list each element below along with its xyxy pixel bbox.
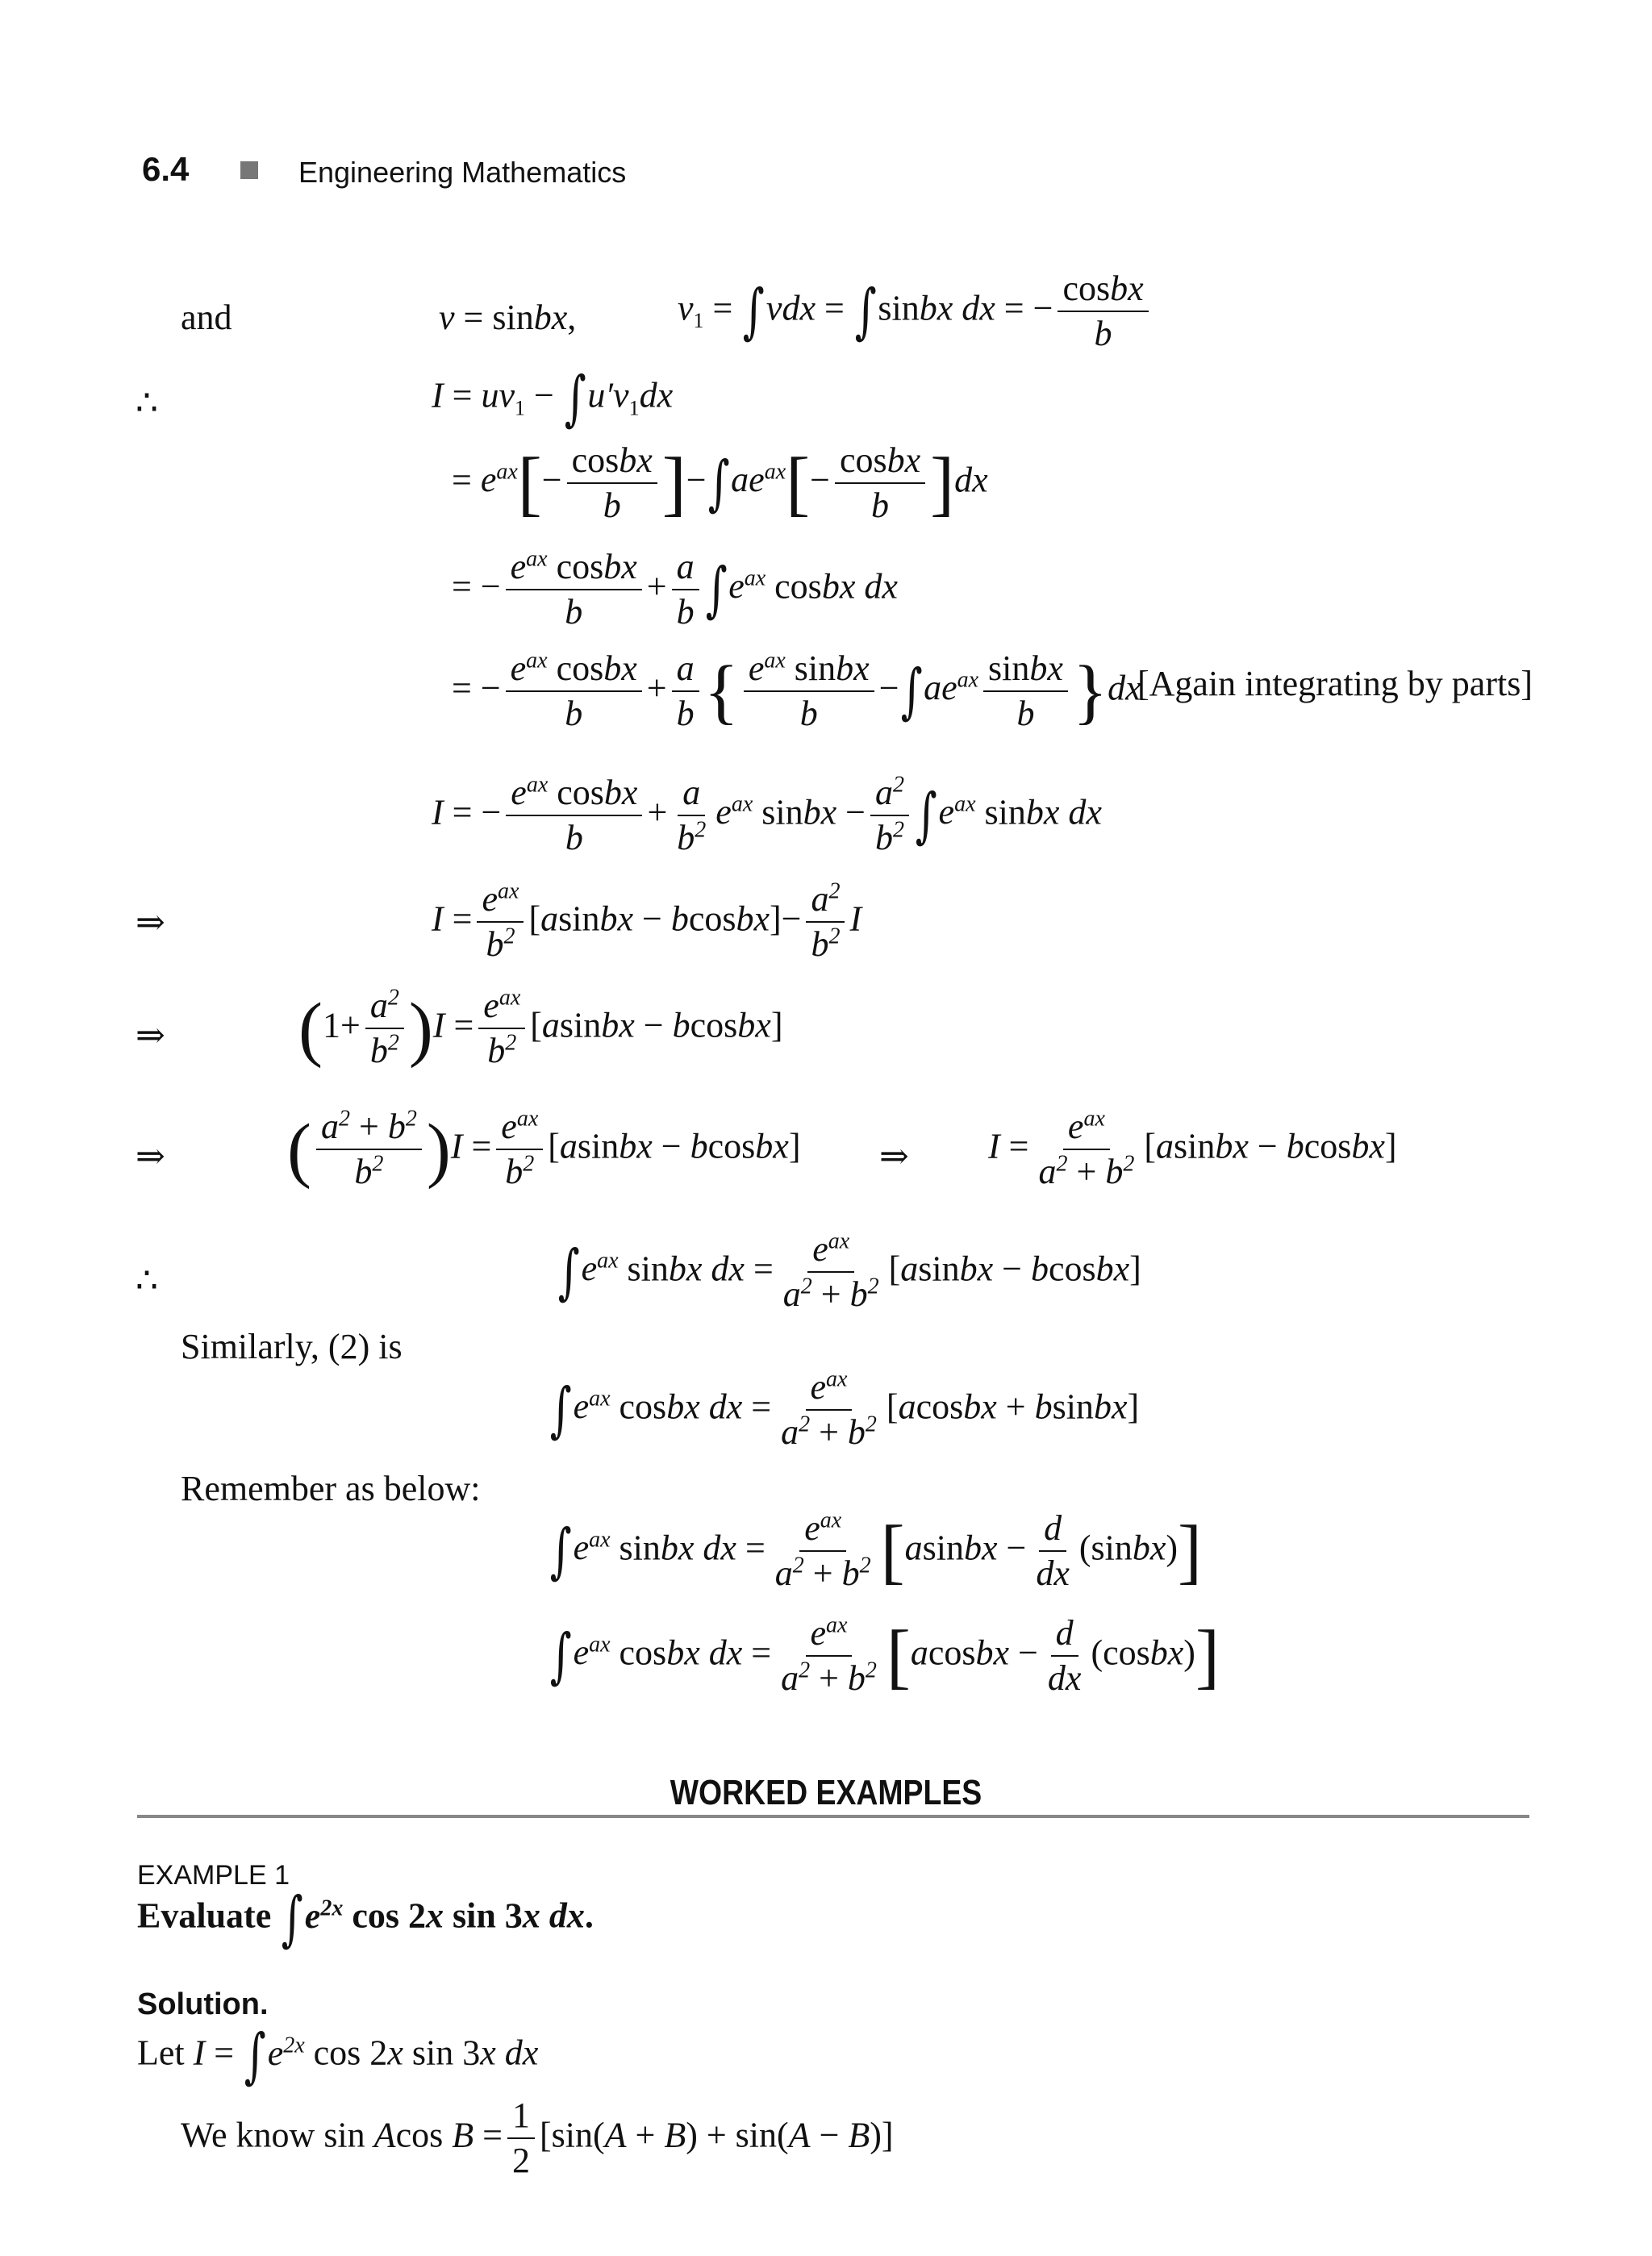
header-square-icon: [240, 161, 258, 179]
eq-result-I: I = $\frac{e^{ax}}{a^2 + b^2}$ [asinbx − bcosbx]: [988, 1106, 1397, 1192]
let-statement: Let $I = \int e^{2x}$ cos 2x sin 3x dx: [137, 2021, 539, 2091]
let-text: Let: [137, 2033, 185, 2073]
section-title: WORKED EXAMPLES: [670, 1773, 982, 1812]
eq-v-definition: v = sinbx,: [439, 298, 577, 337]
implies-symbol-3: ⇒: [136, 1136, 165, 1176]
eq-remember-cos: $\int e^{ax}$ cosbx dx = $\frac{e^{ax}}{a^2 + b^2}$ [acosbx − $\frac{d}{dx}$ (cosbx)]: [549, 1612, 1220, 1699]
annotation-parts: [Again integrating by parts]: [1137, 664, 1533, 703]
evaluate-text: Evaluate: [137, 1895, 272, 1936]
eq-step-1: = $e^{ax}[-$ $\frac{\text{cosbx}}{b}$ ]$-\int ae^{ax}[-$ $\frac{\text{cosbx}}{b}$ ]dx: [452, 440, 988, 526]
eq-step-7: ( $\frac{a^2 + b^2}{b^2}$ )I = $\frac{e^{ax}}{b^2}$ [asinbx − bcosbx]: [287, 1106, 801, 1192]
solution-label: Solution.: [137, 1987, 269, 2021]
page-number: 6.4: [142, 150, 190, 188]
and-label: and: [181, 298, 232, 337]
example-statement: Evaluate $\int e^{2x}$ cos 2x sin 3x dx.: [137, 1884, 594, 1954]
remember-text: Remember as below:: [181, 1469, 481, 1508]
identity-statement: We know sin Acos B = $\frac{1}{2}$ [sin(A + B) + sin(A − B)]: [181, 2095, 894, 2181]
eq-step-6: (1+ $\frac{a^2}{b^2}$ )I = $\frac{e^{ax}}{b^2}$ [asinbx − bcosbx]: [298, 985, 783, 1071]
eq-step-2: = − $\frac{e^{ax} cosbx}{b}$ + $\frac{a}{b}$ $\int e^{ax}$ cosbx dx: [452, 546, 898, 632]
eq-step-5: I = $\frac{e^{ax}}{b^2}$ [asinbx − bcosbx]− $\frac{a^2}{b^2}$ I: [432, 878, 862, 965]
implies-symbol-2: ⇒: [136, 1015, 165, 1055]
eq-result-sin: $\int e^{ax}$ sinbx dx = $\frac{e^{ax}}{a^2 + b^2}$ [asinbx − bcosbx]: [557, 1228, 1141, 1315]
similarly-text: Similarly, (2) is: [181, 1327, 403, 1366]
book-title: Engineering Mathematics: [298, 156, 627, 189]
example-label: EXAMPLE 1: [137, 1860, 290, 1891]
implies-symbol-4: ⇒: [879, 1136, 909, 1176]
therefore-symbol-2: ∴: [136, 1261, 158, 1300]
therefore-symbol-1: ∴: [136, 383, 158, 423]
implies-symbol-1: ⇒: [136, 903, 165, 942]
eq-result-cos: $\int e^{ax}$ cosbx dx = $\frac{e^{ax}}{a^2 + b^2}$ [acosbx + bsinbx]: [549, 1366, 1140, 1453]
eq-step-3: = − $\frac{e^{ax} cosbx}{b}$ + $\frac{a}{b}$ { $\frac{e^{ax} sinbx}{b}$ $-\int ae^{ax}$ $\frac{\text{sinbx}}{b}$ }dx: [452, 648, 1141, 734]
eq-step-4: I = − $\frac{e^{ax} cosbx}{b}$ + $\frac{a}{b^2}$ $e^{ax}$ sinbx − $\frac{a^2}{b^2}$ $\int e^{ax}$ sinbx dx: [432, 772, 1102, 858]
eq-v1-integral: $v_1 = \int vdx$ = ∫sinbx dx = − $\frac{\text{cosbx}}{b}$: [678, 270, 1153, 352]
eq-parts-formula: $I = uv_1 - \int u'v_1dx$: [432, 364, 674, 433]
eq-remember-sin: $\int e^{ax}$ sinbx dx = $\frac{e^{ax}}{a^2 + b^2}$ [asinbx − $\frac{d}{dx}$ (sinbx)]: [549, 1507, 1203, 1594]
section-divider: [137, 1815, 1529, 1818]
we-know-text: We know: [181, 2115, 315, 2155]
